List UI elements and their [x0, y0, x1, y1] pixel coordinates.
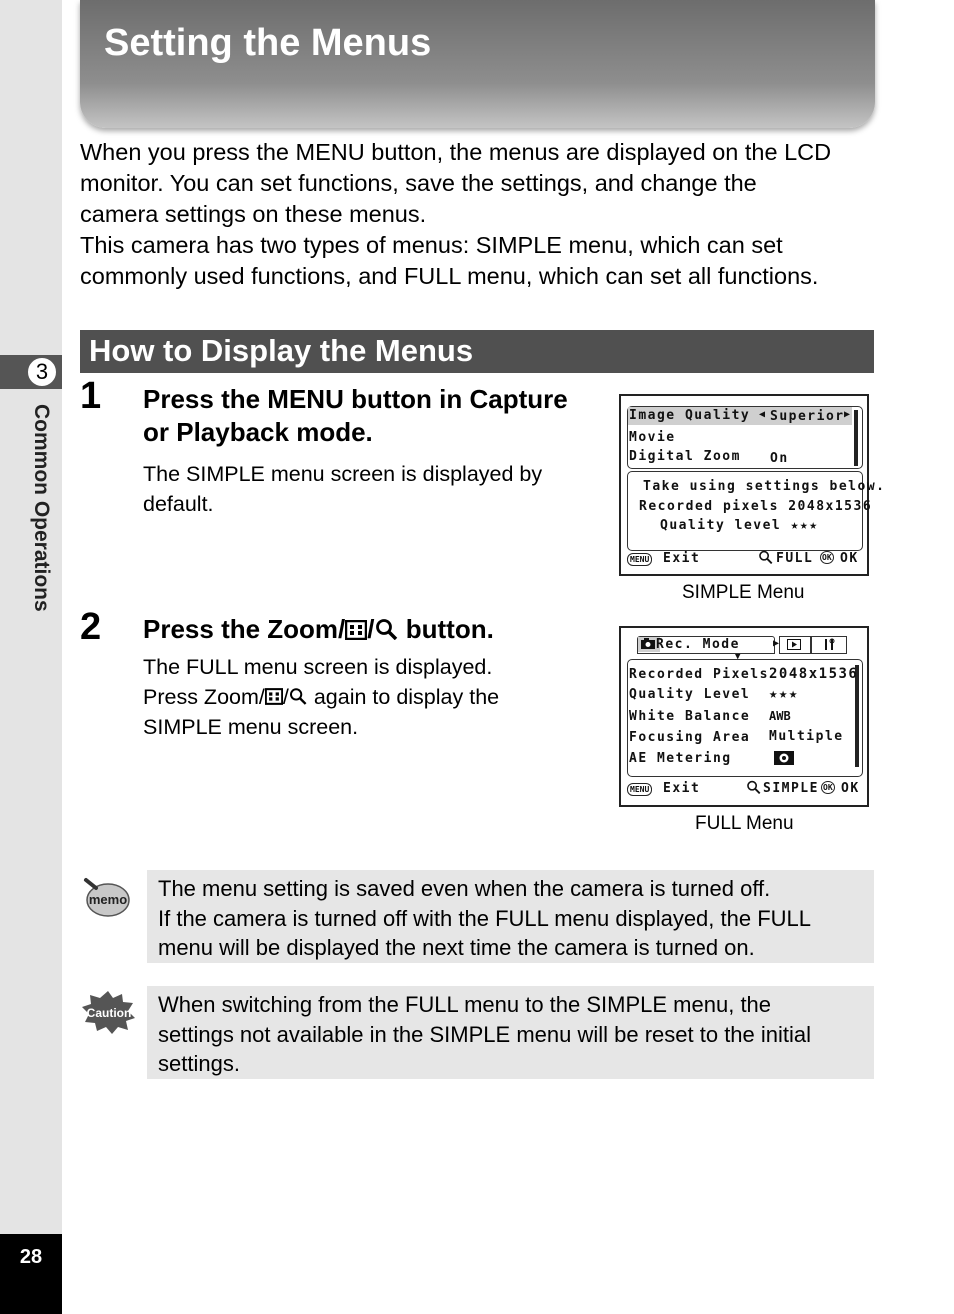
zoom-magnifier-icon — [289, 687, 308, 705]
exit-label: Exit — [663, 781, 701, 796]
memo-icon-label: memo — [88, 892, 128, 907]
step-heading-text: Press the Zoom/ — [143, 614, 346, 644]
memo-line: If the camera is turned off with the FULL menu displayed, the FULL — [158, 905, 812, 931]
full-menu-screen — [619, 626, 869, 807]
left-arrow-icon: ◀ — [759, 409, 767, 420]
wrench-icon — [821, 638, 837, 655]
menu-item-label: Movie — [629, 430, 676, 445]
menu-item-label: AE Metering — [629, 751, 732, 766]
caution-line: settings not available in the SIMPLE menu will be reset to the initial — [158, 1021, 812, 1047]
section-title: How to Display the Menus — [89, 333, 474, 368]
ok-badge: OK — [823, 783, 833, 792]
menu-item-label: White Balance — [629, 709, 751, 724]
zoom-magnifier-icon — [746, 780, 762, 798]
step-body-line: default. — [143, 492, 214, 516]
info-line: Recorded pixels 2048x1536 — [639, 499, 873, 514]
menu-item-label: Digital Zoom — [629, 449, 741, 464]
page-number: 28 — [0, 1234, 62, 1314]
section-header — [80, 330, 874, 373]
step-heading-text: button. — [398, 614, 494, 644]
zoom-magnifier-icon — [375, 618, 399, 640]
info-line: Quality level ★★★ — [660, 518, 819, 533]
step-heading-line: Press the MENU button in Capture — [143, 384, 568, 414]
step-body-line: SIMPLE menu screen. — [143, 715, 359, 739]
down-arrow-icon: ▼ — [735, 652, 742, 662]
menu-item-label: Quality Level — [629, 687, 751, 702]
page-title: Setting the Menus — [104, 22, 432, 64]
step-heading-text: / — [367, 614, 375, 644]
intro-line: This camera has two types of menus: SIMPLE menu, which can set — [80, 232, 783, 258]
step-body-line: The FULL menu screen is displayed. — [143, 655, 493, 679]
menu-item-value: 2048x1536 — [769, 666, 859, 682]
menu-key-badge — [627, 781, 652, 796]
ok-badge: OK — [822, 553, 832, 562]
right-arrow-icon: ▶ — [844, 409, 852, 420]
ok-label: OK — [840, 551, 859, 566]
step-body-line — [143, 682, 499, 712]
memo-line: The menu setting is saved even when the camera is turned off. — [158, 876, 771, 901]
step-body-line: The SIMPLE menu screen is displayed by — [143, 462, 543, 486]
step-body-text: again to display the — [307, 685, 500, 709]
memo-note — [147, 870, 874, 963]
memo-icon — [82, 876, 130, 918]
step-heading-line: or Playback mode. — [143, 417, 373, 447]
exit-label: Exit — [663, 551, 701, 566]
step-body — [143, 459, 542, 519]
intro-line: commonly used functions, and FULL menu, which can set all functions. — [80, 263, 819, 289]
step-heading — [143, 383, 568, 449]
caution-line: settings. — [158, 1051, 240, 1076]
step-body-text: Press Zoom/ — [143, 685, 265, 709]
menu-key-badge — [627, 551, 652, 566]
metering-icon — [773, 750, 795, 770]
caution-icon — [80, 990, 136, 1034]
menu-item-label: Focusing Area — [629, 730, 751, 745]
thumbnail-grid-icon — [345, 620, 367, 640]
ok-key-badge — [820, 549, 834, 564]
info-line: Take using settings below. — [643, 479, 886, 494]
playback-icon — [787, 639, 801, 654]
step-body-text: / — [282, 685, 289, 709]
intro-line: camera settings on these menus. — [80, 201, 427, 227]
simple-label: SIMPLE — [763, 781, 819, 796]
menu-item-value: Multiple — [769, 729, 844, 744]
intro-paragraph — [80, 137, 880, 292]
ok-key-badge — [821, 779, 835, 794]
caution-note — [147, 986, 874, 1079]
tab-label: Rec. Mode — [656, 637, 740, 652]
full-label: FULL — [776, 551, 814, 566]
zoom-magnifier-icon — [758, 550, 774, 568]
intro-line: monitor. You can set functions, save the settings, and change the — [80, 170, 757, 196]
caution-line: When switching from the FULL menu to the SIMPLE menu, the — [158, 992, 772, 1017]
caution-icon-label: Caution — [86, 1006, 132, 1020]
full-menu-caption: FULL Menu — [695, 813, 794, 834]
menu-item-label: Recorded Pixels — [629, 667, 769, 682]
simple-menu-screen — [619, 394, 886, 576]
menu-item-value: ★★★ — [769, 686, 799, 702]
menu-item-label: Image Quality — [629, 408, 751, 423]
chapter-number: 3 — [26, 356, 58, 388]
menu-item-value: On — [770, 451, 789, 466]
ok-label: OK — [841, 781, 860, 796]
menu-badge: MENU — [627, 553, 652, 566]
right-arrow-icon: ▶ — [773, 638, 781, 649]
step-heading — [143, 613, 494, 646]
step-body — [143, 652, 499, 742]
memo-line: menu will be displayed the next time the camera is turned on. — [158, 935, 755, 960]
menu-item-value: AWB — [769, 709, 791, 723]
page-title-banner — [80, 0, 875, 128]
step-number: 2 — [80, 606, 102, 648]
intro-line: When you press the MENU button, the menus are displayed on the LCD — [80, 139, 832, 165]
scrollbar — [854, 410, 858, 466]
menu-badge: MENU — [627, 783, 652, 796]
step-number: 1 — [80, 375, 102, 417]
chapter-title: Common Operations — [30, 404, 53, 612]
simple-menu-caption: SIMPLE Menu — [682, 582, 805, 603]
menu-item-value: Superior — [770, 409, 845, 424]
camera-icon — [640, 637, 656, 654]
thumbnail-grid-icon — [265, 688, 283, 705]
